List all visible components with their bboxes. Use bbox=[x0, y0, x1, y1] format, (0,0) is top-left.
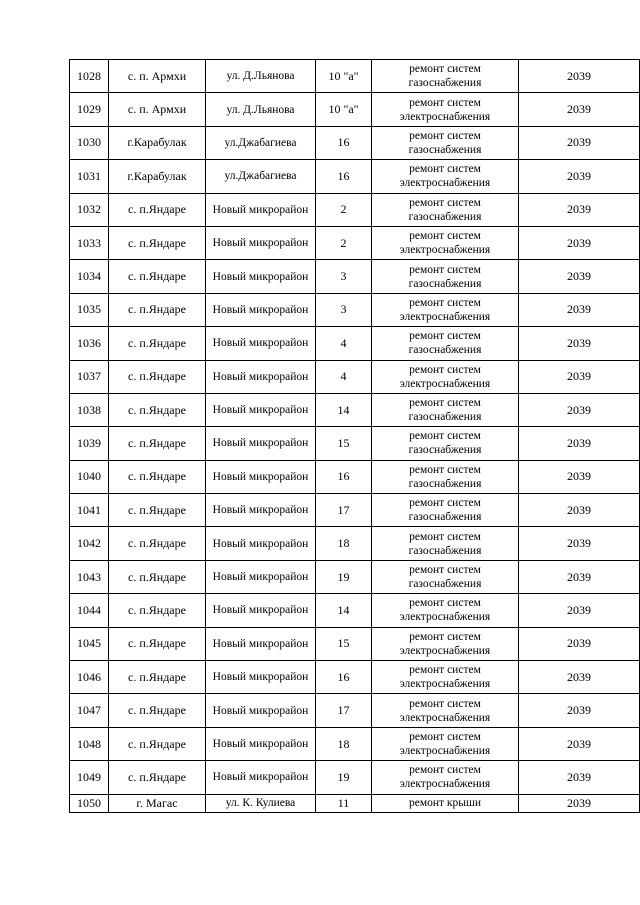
row-number-cell: 1030 bbox=[70, 126, 109, 159]
row-number-cell: 1041 bbox=[70, 494, 109, 527]
row-number-cell: 1046 bbox=[70, 661, 109, 694]
row-number-cell: 1042 bbox=[70, 527, 109, 560]
locality-cell: с. п.Яндаре bbox=[109, 293, 206, 326]
locality-cell: с. п.Яндаре bbox=[109, 761, 206, 794]
year-cell: 2039 bbox=[519, 93, 640, 126]
locality-cell: г.Карабулак bbox=[109, 160, 206, 193]
house-number-cell: 14 bbox=[316, 594, 372, 627]
street-cell: Новый микрорайон bbox=[206, 327, 316, 360]
house-number-cell: 10 "а" bbox=[316, 93, 372, 126]
row-number-cell: 1031 bbox=[70, 160, 109, 193]
locality-cell: г.Карабулак bbox=[109, 126, 206, 159]
year-cell: 2039 bbox=[519, 260, 640, 293]
work-type-cell: ремонт систем электроснабжения bbox=[372, 226, 519, 259]
row-number-cell: 1029 bbox=[70, 93, 109, 126]
house-number-cell: 15 bbox=[316, 427, 372, 460]
table-row bbox=[70, 360, 640, 393]
locality-cell: с. п.Яндаре bbox=[109, 427, 206, 460]
work-type-cell: ремонт систем газоснабжения bbox=[372, 527, 519, 560]
street-cell: ул.Джабагиева bbox=[206, 160, 316, 193]
table-row bbox=[70, 527, 640, 560]
house-number-cell: 16 bbox=[316, 661, 372, 694]
table-row bbox=[70, 293, 640, 326]
table-row bbox=[70, 794, 640, 812]
table-row bbox=[70, 60, 640, 93]
locality-cell: с. п. Армхи bbox=[109, 93, 206, 126]
table-row bbox=[70, 327, 640, 360]
locality-cell: с. п.Яндаре bbox=[109, 727, 206, 760]
house-number-cell: 16 bbox=[316, 460, 372, 493]
locality-cell: с. п.Яндаре bbox=[109, 594, 206, 627]
house-number-cell: 14 bbox=[316, 393, 372, 426]
table-row bbox=[70, 727, 640, 760]
work-type-cell: ремонт систем электроснабжения bbox=[372, 694, 519, 727]
street-cell: Новый микрорайон bbox=[206, 694, 316, 727]
table-row bbox=[70, 160, 640, 193]
street-cell: Новый микрорайон bbox=[206, 460, 316, 493]
table-row bbox=[70, 226, 640, 259]
house-number-cell: 16 bbox=[316, 126, 372, 159]
work-type-cell: ремонт систем газоснабжения bbox=[372, 327, 519, 360]
street-cell: Новый микрорайон bbox=[206, 727, 316, 760]
locality-cell: с. п.Яндаре bbox=[109, 494, 206, 527]
work-type-cell: ремонт систем газоснабжения bbox=[372, 126, 519, 159]
row-number-cell: 1050 bbox=[70, 794, 109, 812]
house-number-cell: 4 bbox=[316, 360, 372, 393]
work-type-cell: ремонт систем электроснабжения bbox=[372, 727, 519, 760]
work-type-cell: ремонт систем газоснабжения bbox=[372, 427, 519, 460]
row-number-cell: 1043 bbox=[70, 560, 109, 593]
row-number-cell: 1047 bbox=[70, 694, 109, 727]
row-number-cell: 1035 bbox=[70, 293, 109, 326]
year-cell: 2039 bbox=[519, 661, 640, 694]
table-row bbox=[70, 193, 640, 226]
work-type-cell: ремонт систем электроснабжения bbox=[372, 627, 519, 660]
table-row bbox=[70, 661, 640, 694]
locality-cell: г. Магас bbox=[109, 794, 206, 812]
table-row bbox=[70, 460, 640, 493]
house-number-cell: 18 bbox=[316, 527, 372, 560]
house-number-cell: 18 bbox=[316, 727, 372, 760]
street-cell: Новый микрорайон bbox=[206, 393, 316, 426]
year-cell: 2039 bbox=[519, 126, 640, 159]
year-cell: 2039 bbox=[519, 494, 640, 527]
work-type-cell: ремонт систем электроснабжения bbox=[372, 293, 519, 326]
work-type-cell: ремонт систем газоснабжения bbox=[372, 60, 519, 93]
table-row bbox=[70, 427, 640, 460]
year-cell: 2039 bbox=[519, 594, 640, 627]
year-cell: 2039 bbox=[519, 193, 640, 226]
locality-cell: с. п.Яндаре bbox=[109, 460, 206, 493]
work-type-cell: ремонт систем электроснабжения bbox=[372, 360, 519, 393]
year-cell: 2039 bbox=[519, 160, 640, 193]
street-cell: Новый микрорайон bbox=[206, 193, 316, 226]
street-cell: Новый микрорайон bbox=[206, 527, 316, 560]
street-cell: Новый микрорайон bbox=[206, 560, 316, 593]
street-cell: Новый микрорайон bbox=[206, 494, 316, 527]
work-type-cell: ремонт систем газоснабжения bbox=[372, 494, 519, 527]
locality-cell: с. п.Яндаре bbox=[109, 193, 206, 226]
locality-cell: с. п.Яндаре bbox=[109, 661, 206, 694]
street-cell: ул. Д.Льянова bbox=[206, 60, 316, 93]
year-cell: 2039 bbox=[519, 727, 640, 760]
house-number-cell: 17 bbox=[316, 494, 372, 527]
year-cell: 2039 bbox=[519, 327, 640, 360]
table-row bbox=[70, 494, 640, 527]
table-row bbox=[70, 560, 640, 593]
work-type-cell: ремонт систем электроснабжения bbox=[372, 594, 519, 627]
locality-cell: с. п.Яндаре bbox=[109, 327, 206, 360]
year-cell: 2039 bbox=[519, 761, 640, 794]
house-number-cell: 15 bbox=[316, 627, 372, 660]
year-cell: 2039 bbox=[519, 560, 640, 593]
work-type-cell: ремонт систем газоснабжения bbox=[372, 460, 519, 493]
year-cell: 2039 bbox=[519, 60, 640, 93]
table-row bbox=[70, 761, 640, 794]
street-cell: ул.Джабагиева bbox=[206, 126, 316, 159]
street-cell: Новый микрорайон bbox=[206, 661, 316, 694]
row-number-cell: 1032 bbox=[70, 193, 109, 226]
row-number-cell: 1028 bbox=[70, 60, 109, 93]
year-cell: 2039 bbox=[519, 460, 640, 493]
year-cell: 2039 bbox=[519, 627, 640, 660]
year-cell: 2039 bbox=[519, 293, 640, 326]
house-number-cell: 2 bbox=[316, 193, 372, 226]
street-cell: Новый микрорайон bbox=[206, 427, 316, 460]
table-row bbox=[70, 126, 640, 159]
house-number-cell: 17 bbox=[316, 694, 372, 727]
work-type-cell: ремонт систем электроснабжения bbox=[372, 661, 519, 694]
house-number-cell: 4 bbox=[316, 327, 372, 360]
work-type-cell: ремонт систем электроснабжения bbox=[372, 93, 519, 126]
year-cell: 2039 bbox=[519, 427, 640, 460]
table-row bbox=[70, 393, 640, 426]
year-cell: 2039 bbox=[519, 794, 640, 812]
house-number-cell: 2 bbox=[316, 226, 372, 259]
street-cell: Новый микрорайон bbox=[206, 594, 316, 627]
row-number-cell: 1033 bbox=[70, 226, 109, 259]
row-number-cell: 1044 bbox=[70, 594, 109, 627]
row-number-cell: 1045 bbox=[70, 627, 109, 660]
locality-cell: с. п.Яндаре bbox=[109, 226, 206, 259]
row-number-cell: 1038 bbox=[70, 393, 109, 426]
row-number-cell: 1040 bbox=[70, 460, 109, 493]
repair-schedule-table bbox=[69, 59, 640, 813]
row-number-cell: 1034 bbox=[70, 260, 109, 293]
row-number-cell: 1036 bbox=[70, 327, 109, 360]
table-body bbox=[70, 60, 640, 813]
table-row bbox=[70, 260, 640, 293]
street-cell: Новый микрорайон bbox=[206, 627, 316, 660]
year-cell: 2039 bbox=[519, 226, 640, 259]
locality-cell: с. п.Яндаре bbox=[109, 627, 206, 660]
locality-cell: с. п.Яндаре bbox=[109, 360, 206, 393]
house-number-cell: 3 bbox=[316, 260, 372, 293]
work-type-cell: ремонт систем газоснабжения bbox=[372, 560, 519, 593]
year-cell: 2039 bbox=[519, 527, 640, 560]
row-number-cell: 1039 bbox=[70, 427, 109, 460]
street-cell: Новый микрорайон bbox=[206, 260, 316, 293]
house-number-cell: 16 bbox=[316, 160, 372, 193]
year-cell: 2039 bbox=[519, 393, 640, 426]
house-number-cell: 10 "а" bbox=[316, 60, 372, 93]
work-type-cell: ремонт систем электроснабжения bbox=[372, 160, 519, 193]
locality-cell: с. п.Яндаре bbox=[109, 393, 206, 426]
locality-cell: с. п.Яндаре bbox=[109, 694, 206, 727]
street-cell: Новый микрорайон bbox=[206, 761, 316, 794]
work-type-cell: ремонт систем газоснабжения bbox=[372, 193, 519, 226]
year-cell: 2039 bbox=[519, 694, 640, 727]
locality-cell: с. п. Армхи bbox=[109, 60, 206, 93]
house-number-cell: 11 bbox=[316, 794, 372, 812]
house-number-cell: 19 bbox=[316, 761, 372, 794]
work-type-cell: ремонт систем электроснабжения bbox=[372, 761, 519, 794]
table-row bbox=[70, 627, 640, 660]
table-row bbox=[70, 694, 640, 727]
table-row bbox=[70, 594, 640, 627]
row-number-cell: 1049 bbox=[70, 761, 109, 794]
year-cell: 2039 bbox=[519, 360, 640, 393]
row-number-cell: 1048 bbox=[70, 727, 109, 760]
table-row bbox=[70, 93, 640, 126]
locality-cell: с. п.Яндаре bbox=[109, 560, 206, 593]
work-type-cell: ремонт крыши bbox=[372, 794, 519, 812]
street-cell: Новый микрорайон bbox=[206, 293, 316, 326]
work-type-cell: ремонт систем газоснабжения bbox=[372, 260, 519, 293]
work-type-cell: ремонт систем газоснабжения bbox=[372, 393, 519, 426]
row-number-cell: 1037 bbox=[70, 360, 109, 393]
locality-cell: с. п.Яндаре bbox=[109, 260, 206, 293]
street-cell: Новый микрорайон bbox=[206, 360, 316, 393]
house-number-cell: 19 bbox=[316, 560, 372, 593]
locality-cell: с. п.Яндаре bbox=[109, 527, 206, 560]
house-number-cell: 3 bbox=[316, 293, 372, 326]
street-cell: ул. Д.Льянова bbox=[206, 93, 316, 126]
street-cell: Новый микрорайон bbox=[206, 226, 316, 259]
street-cell: ул. К. Кулиева bbox=[206, 794, 316, 812]
